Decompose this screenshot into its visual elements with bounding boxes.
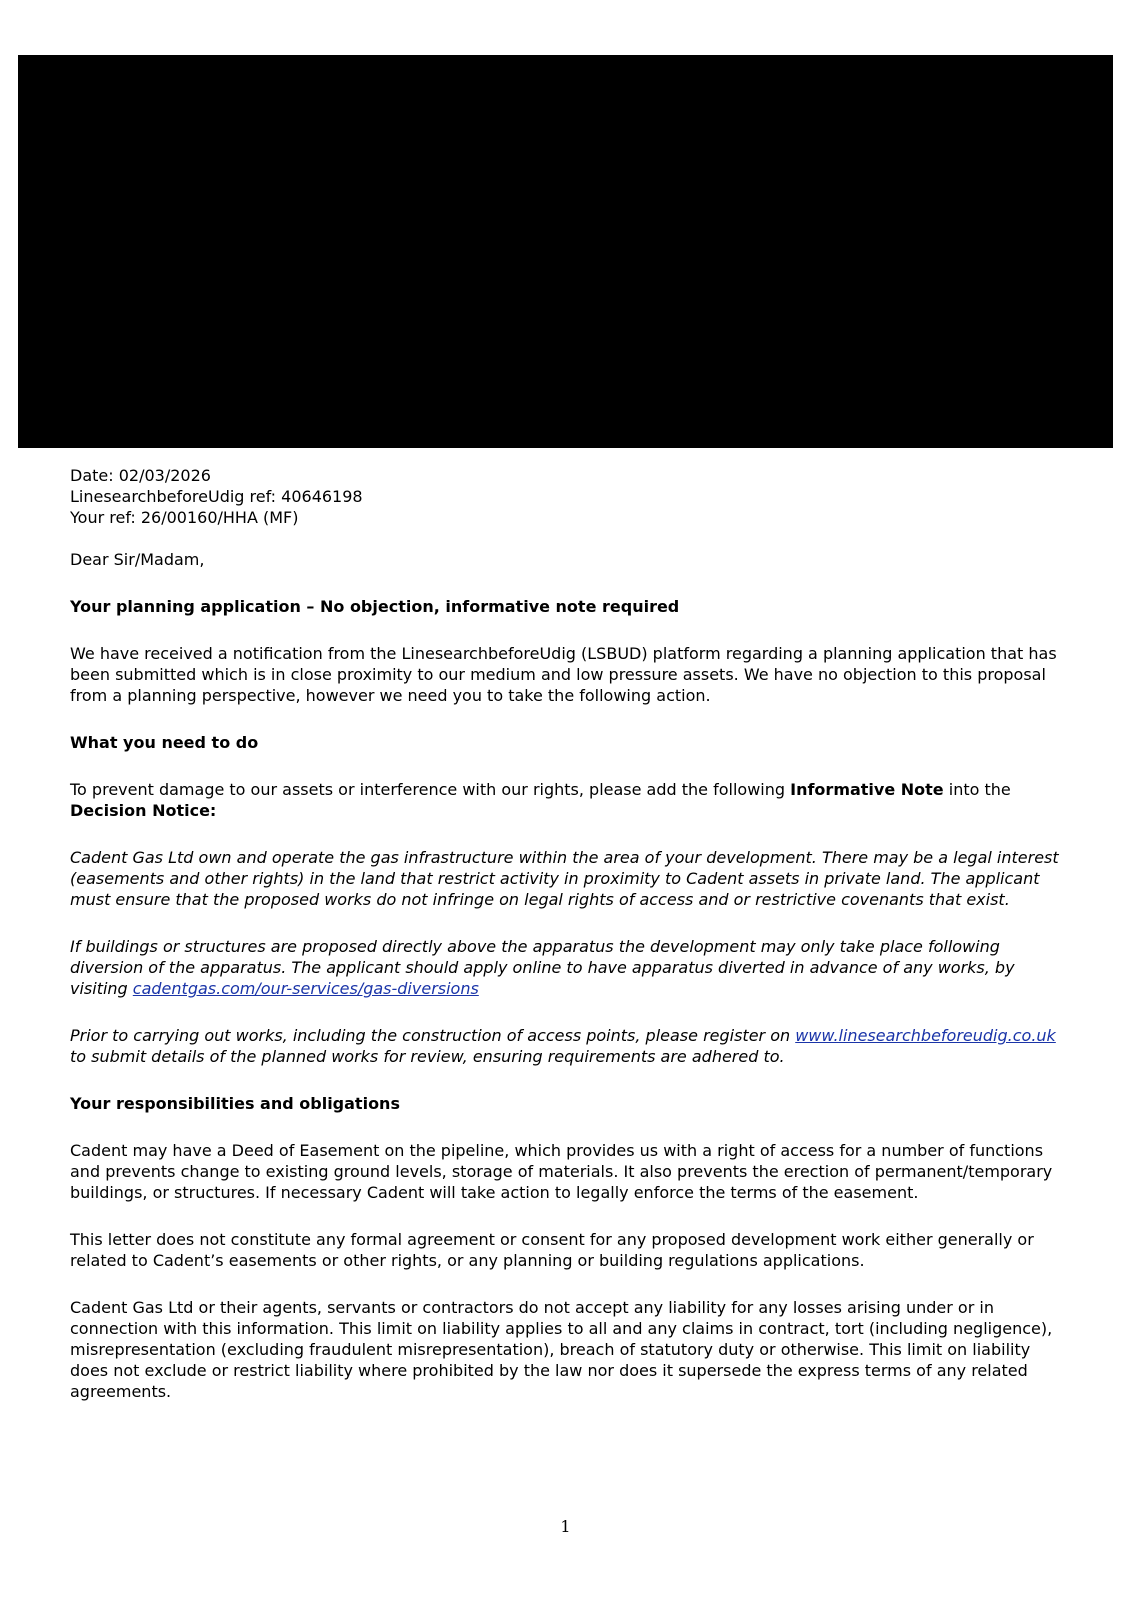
informative-note-2 <box>70 936 1070 999</box>
decision-notice-bold: Decision Notice: <box>70 801 217 820</box>
page-number: 1 <box>560 1517 571 1536</box>
salutation: Dear Sir/Madam, <box>70 550 205 569</box>
action-text: To prevent damage to our assets or interference with our rights, please add the following <box>70 780 791 799</box>
letter-title: Your planning application – No objection, informative note required <box>70 597 680 616</box>
liability-paragraph: Cadent Gas Ltd or their agents, servants or contractors do not accept any liability for any losses arising under or in connection with this information. This limit on liability applies to all and any claims in contract, tort (including negligence), misrepresentation (excluding fraudulent misrepresentation), breach of statutory duty or otherwise. This limit on liability does not exclude or restrict liability where prohibited by the law nor does it supersede the express terms of any related agreements. <box>70 1298 1053 1401</box>
informative-note-bold: Informative Note <box>790 780 944 799</box>
informative-note-1: Cadent Gas Ltd own and operate the gas infrastructure within the area of your development. There may be a legal interest (easements and other rights) in the land that restrict activity in proximity to Cadent assets in private land. The applicant must ensure that the proposed works do not infringe on legal rights of access and or restrictive covenants that exist. <box>70 848 1059 909</box>
date-line: Date: 02/03/2026 <box>70 466 211 485</box>
lsbud-ref-line: LinesearchbeforeUdig ref: 40646198 <box>70 487 363 506</box>
note2-text: If buildings or structures are proposed directly above the apparatus the development may only take place following diversion of the apparatus. The applicant should apply online to have apparatus diverted in advance of any works, by visiting <box>70 937 1015 998</box>
what-you-need-heading: What you need to do <box>70 733 259 752</box>
your-ref-line: Your ref: 26/00160/HHA (MF) <box>70 508 299 527</box>
redacted-header-block <box>18 55 1113 448</box>
informative-note-3 <box>70 1025 1070 1067</box>
intro-paragraph: We have received a notification from the LinesearchbeforeUdig (LSBUD) platform regarding a planning application that has been submitted which is in close proximity to our medium and low pressure assets. We have no objection to this proposal from a planning perspective, however we need you to take the following action. <box>70 644 1057 705</box>
easement-paragraph: Cadent may have a Deed of Easement on the pipeline, which provides us with a right of access for a number of functions and prevents change to existing ground levels, storage of materials. It also prevents the erection of permanent/temporary buildings, or structures. If necessary Cadent will take action to legally enforce the terms of the easement. <box>70 1141 1053 1202</box>
note3-text-end: to submit details of the planned works for review, ensuring requirements are adhered to. <box>70 1047 785 1066</box>
responsibilities-heading: Your responsibilities and obligations <box>70 1094 400 1113</box>
letter-body <box>70 465 1070 1402</box>
action-text-mid: into the <box>943 780 1011 799</box>
action-paragraph <box>70 779 1070 821</box>
gas-diversions-link[interactable]: cadentgas.com/our-services/gas-diversions <box>132 979 479 998</box>
note3-text: Prior to carrying out works, including the construction of access points, please register on <box>70 1026 796 1045</box>
lsbud-website-link[interactable]: www.linesearchbeforeudig.co.uk <box>795 1026 1056 1045</box>
consent-paragraph: This letter does not constitute any formal agreement or consent for any proposed development work either generally or related to Cadent’s easements or other rights, or any planning or building regulations applications. <box>70 1230 1034 1270</box>
